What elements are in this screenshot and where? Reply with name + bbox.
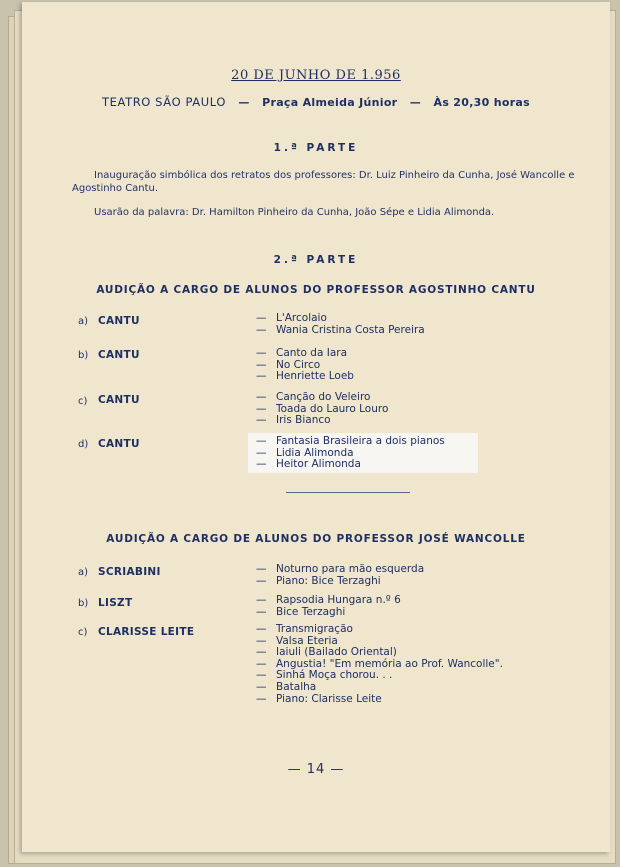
item-works bbox=[256, 392, 388, 427]
venue-name: TEATRO SÃO PAULO bbox=[102, 95, 227, 109]
item-letter: c) bbox=[78, 396, 88, 407]
event-date: 20 DE JUNHO DE 1.956 bbox=[231, 68, 401, 83]
section-cantu-title: AUDIÇÃO A CARGO DE ALUNOS DO PROFESSOR AGOSTINHO CANTU bbox=[96, 284, 536, 296]
item-letter: b) bbox=[78, 350, 89, 361]
event-time: Às 20,30 horas bbox=[433, 96, 530, 109]
item-composer: CANTU bbox=[98, 315, 140, 327]
work-line: — Canto da Iara bbox=[256, 347, 348, 359]
item-works bbox=[256, 313, 425, 336]
work-line: — L'Arcolaio bbox=[256, 312, 327, 324]
work-line: — Fantasia Brasileira a dois pianos bbox=[256, 435, 445, 447]
item-works bbox=[256, 348, 354, 383]
part-1-title: 1.ª PARTE bbox=[273, 142, 359, 154]
item-letter: c) bbox=[78, 627, 88, 638]
separator: — bbox=[409, 96, 422, 109]
item-works bbox=[256, 436, 445, 471]
item-composer: CLARISSE LEITE bbox=[98, 626, 195, 638]
venue-location: Praça Almeida Júnior bbox=[262, 96, 398, 109]
part-1-paragraph-2: Usarão da palavra: Dr. Hamilton Pinheiro da Cunha, João Sépe e Lidia Alimonda. bbox=[94, 207, 495, 218]
item-composer: SCRIABINI bbox=[98, 566, 161, 578]
part-2-title: 2.ª PARTE bbox=[273, 254, 359, 266]
work-line: — Henriette Loeb bbox=[256, 370, 354, 383]
work-line: — Noturno para mão esquerda bbox=[256, 563, 425, 575]
item-letter: a) bbox=[78, 316, 89, 327]
work-line: — Iris Bianco bbox=[256, 414, 331, 427]
item-works bbox=[256, 564, 424, 587]
work-line: — Piano: Bice Terzaghi bbox=[256, 574, 381, 587]
item-composer: LISZT bbox=[98, 597, 133, 609]
work-line: — Canção do Veleiro bbox=[256, 391, 371, 403]
item-composer: CANTU bbox=[98, 349, 140, 361]
work-line: — Angustia! "Em memória ao Prof. Wancolle". bbox=[256, 657, 503, 670]
item-works bbox=[256, 595, 401, 618]
work-line: — Toada do Lauro Louro bbox=[256, 402, 389, 415]
item-letter: d) bbox=[78, 439, 89, 450]
work-line: — Iaiuli (Bailado Oriental) bbox=[256, 646, 397, 659]
section-divider bbox=[286, 492, 410, 493]
work-line: — Lidia Alimonda bbox=[256, 446, 354, 459]
work-line: — Transmigração bbox=[256, 623, 353, 635]
item-works bbox=[256, 624, 503, 705]
item-letter: a) bbox=[78, 567, 89, 578]
work-line: — Rapsodia Hungara n.º 6 bbox=[256, 594, 401, 606]
part-1-paragraph-1: Inauguração simbólica dos retratos dos professores: Dr. Luiz Pinheiro da Cunha, José Wancolle e Agostinho Cantu. bbox=[72, 170, 575, 194]
work-line: — Wania Cristina Costa Pereira bbox=[256, 323, 425, 336]
work-line: — No Circo bbox=[256, 358, 321, 371]
program-page bbox=[22, 2, 610, 852]
item-letter: b) bbox=[78, 598, 89, 609]
work-line: — Heitor Alimonda bbox=[256, 458, 361, 471]
work-line: — Valsa Eteria bbox=[256, 634, 338, 647]
venue-line bbox=[22, 95, 610, 109]
section-wancolle-title: AUDIÇÃO A CARGO DE ALUNOS DO PROFESSOR JOSÉ WANCOLLE bbox=[106, 533, 526, 545]
work-line: — Piano: Clarisse Leite bbox=[256, 692, 382, 705]
item-composer: CANTU bbox=[98, 438, 140, 450]
item-composer: CANTU bbox=[98, 394, 140, 406]
work-line: — Batalha bbox=[256, 680, 317, 693]
work-line: — Bice Terzaghi bbox=[256, 605, 346, 618]
page-number: — 14 — bbox=[287, 762, 345, 777]
separator: — bbox=[238, 96, 250, 109]
work-line: — Sinhá Moça chorou. . . bbox=[256, 669, 393, 682]
